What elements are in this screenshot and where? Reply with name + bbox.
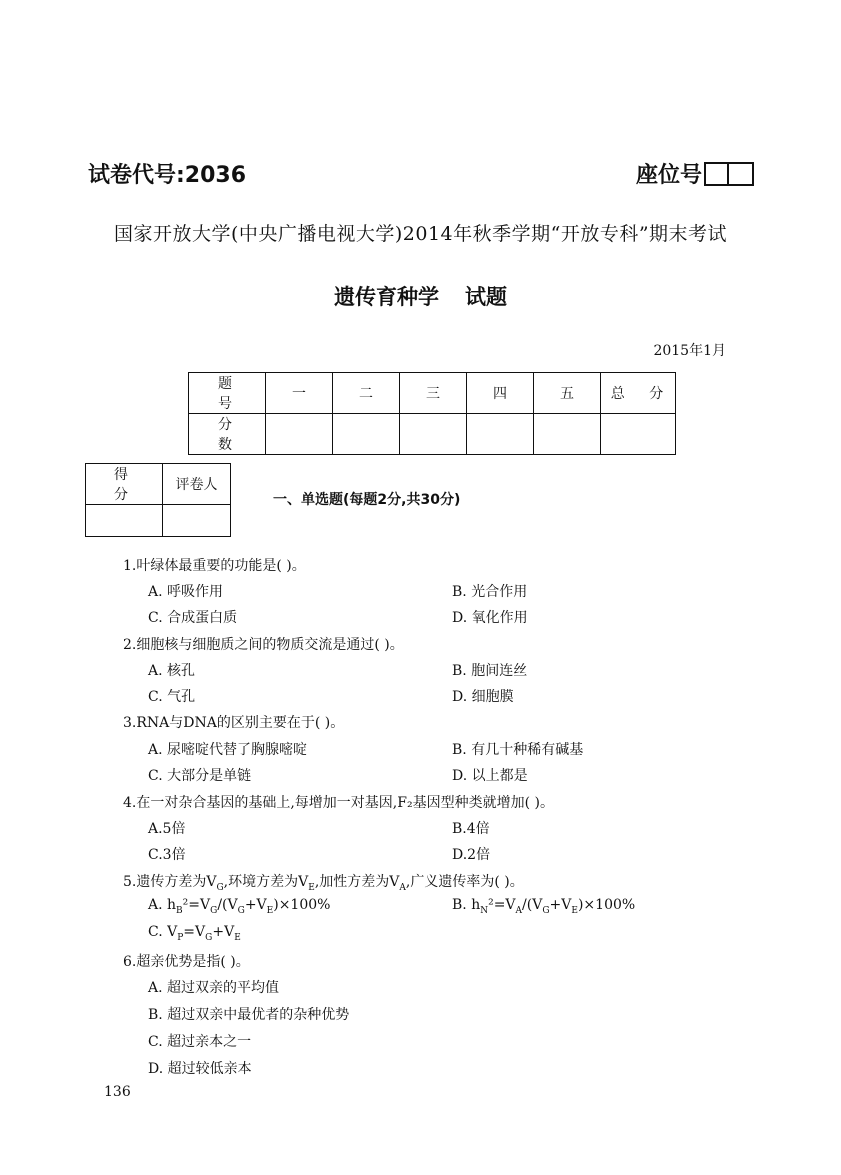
seat-number-field (636, 158, 754, 189)
score-table-cell: 总 分 (601, 373, 676, 414)
section-title: 一、单选题(每题2分,共30分) (273, 492, 461, 508)
score-input-cell[interactable] (266, 414, 333, 455)
score-input-cell[interactable] (534, 414, 601, 455)
option-b: B. 超过双亲中最优者的杂种优势 (148, 1007, 350, 1023)
score-input-cell[interactable] (601, 414, 676, 455)
option-b: B.4倍 (452, 821, 490, 837)
score-input-cell[interactable] (333, 414, 400, 455)
grader-name-cell[interactable] (163, 505, 231, 537)
question-stem: 3.RNA与DNA的区别主要在于( )。 (123, 715, 345, 731)
subject-title (0, 281, 841, 311)
option-a: A.5倍 (148, 821, 186, 837)
paper-code: 试卷代号:2036 (88, 163, 247, 188)
option-d: D. 以上都是 (452, 768, 528, 784)
grader-table (85, 463, 231, 537)
score-input-cell[interactable] (400, 414, 467, 455)
score-table-header-row (189, 373, 676, 414)
option-c: C. 气孔 (148, 689, 196, 705)
score-table-cell: 三 (400, 373, 467, 414)
score-table-cell: 五 (534, 373, 601, 414)
question-stem: 2.细胞核与细胞质之间的物质交流是通过( )。 (123, 637, 404, 653)
grader-score-cell[interactable] (86, 505, 163, 537)
option-b: B. 有几十种稀有碱基 (452, 742, 584, 758)
option-b: B. 光合作用 (452, 584, 528, 600)
option-a: A. 核孔 (148, 663, 196, 679)
option-d: D. 细胞膜 (452, 689, 514, 705)
score-table-cell: 题 号 (189, 373, 266, 414)
subject-suffix: 试题 (465, 285, 507, 309)
question-stem: 1.叶绿体最重要的功能是( )。 (123, 558, 306, 574)
option-c: C. $V_P=V_G+V_E$ (148, 924, 241, 943)
option-a: A. 超过双亲的平均值 (148, 980, 280, 996)
score-table-cell: 二 (333, 373, 400, 414)
question-stem: 6.超亲优势是指( )。 (123, 954, 250, 970)
seat-boxes[interactable] (704, 162, 754, 186)
option-d: D. 氧化作用 (452, 610, 528, 626)
score-table (188, 372, 676, 455)
grader-score-label: 得 分 (86, 464, 163, 505)
option-c: C. 超过亲本之一 (148, 1034, 252, 1050)
option-d: D.2倍 (452, 847, 491, 863)
question-stem: 4.在一对杂合基因的基础上,每增加一对基因,F₂基因型种类就增加( )。 (123, 795, 554, 811)
option-a: A. 呼吸作用 (148, 584, 224, 600)
score-input-cell[interactable] (467, 414, 534, 455)
exam-date: 2015年1月 (653, 343, 726, 359)
score-table-cell: 四 (467, 373, 534, 414)
score-table-score-row (189, 414, 676, 455)
option-c: C.3倍 (148, 847, 186, 863)
option-a: A. 尿嘧啶代替了胸腺嘧啶 (148, 742, 308, 758)
option-d: D. 超过较低亲本 (148, 1061, 252, 1077)
option-a: A. $h_B^2=V_G/(V_G+V_E)\times 100\%$ (148, 897, 331, 916)
subject-name: 遗传育种学 (334, 285, 439, 309)
grader-label: 评卷人 (163, 464, 231, 505)
score-table-cell: 分 数 (189, 414, 266, 455)
question-stem: 5.遗传方差为$V_G$,环境方差为$V_E$,加性方差为$V_A$,广义遗传率为( )。 (123, 874, 524, 893)
option-c: C. 合成蛋白质 (148, 610, 238, 626)
option-b: B. $h_N^2=V_A/(V_G+V_E)\times 100\%$ (452, 897, 636, 916)
option-b: B. 胞间连丝 (452, 663, 528, 679)
score-table-cell: 一 (266, 373, 333, 414)
option-c: C. 大部分是单链 (148, 768, 252, 784)
page-number: 136 (104, 1084, 131, 1100)
seat-label: 座位号 (636, 163, 703, 188)
exam-title: 国家开放大学(中央广播电视大学)2014年秋季学期“开放专科”期末考试 (113, 223, 728, 245)
